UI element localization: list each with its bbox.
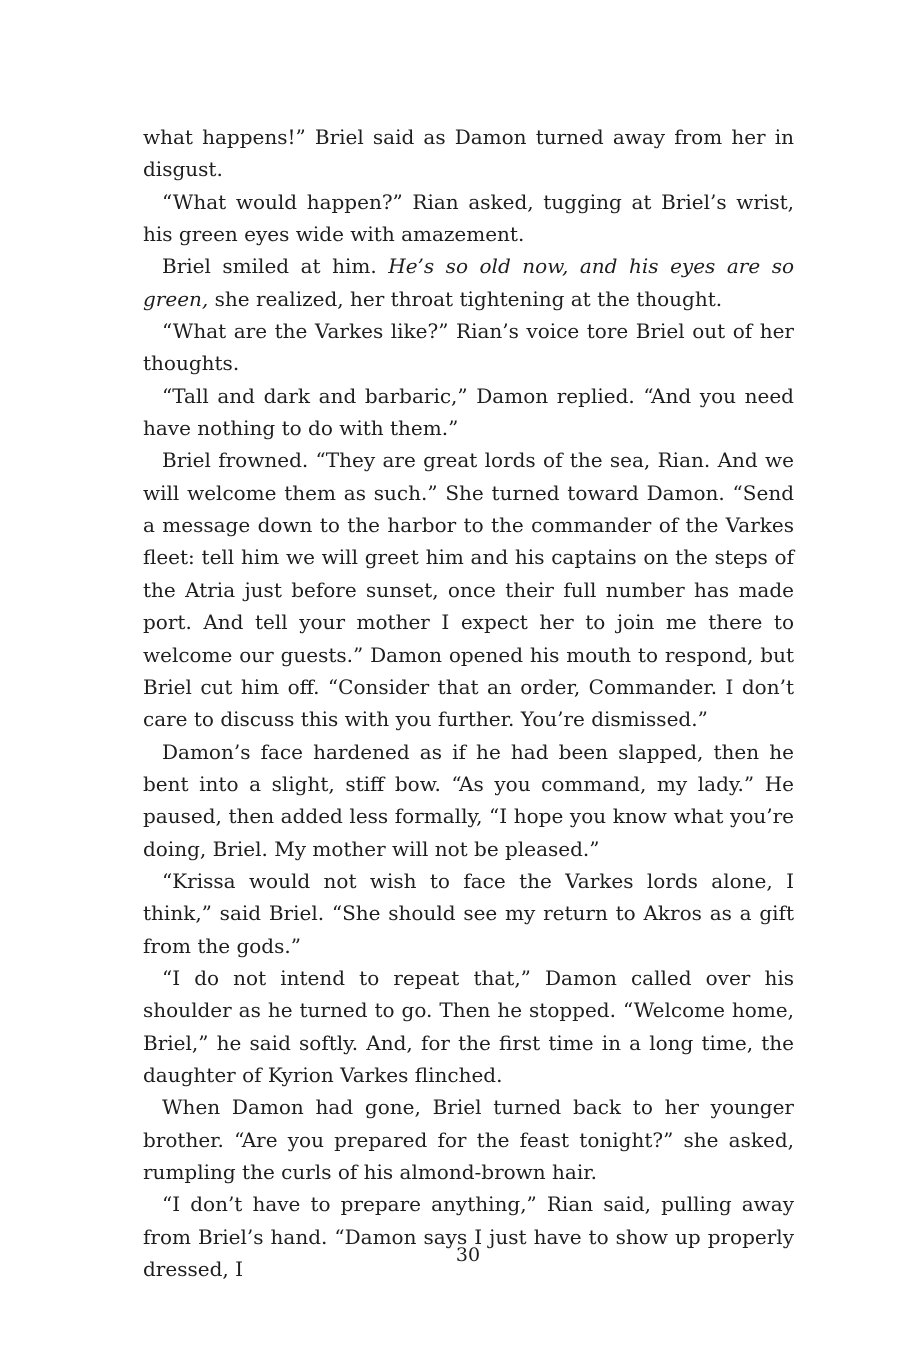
paragraph-text: When Damon had gone, Briel turned back to her younger brother. “Are you prepared for the feast tonight?” she asked, rumpling the curls of his almond-brown hair. <box>143 1095 794 1184</box>
paragraph <box>143 250 794 315</box>
body-text <box>143 121 794 1285</box>
paragraph <box>143 736 794 865</box>
paragraph-text: what happens!” Briel said as Damon turned away from her in disgust. <box>143 125 794 182</box>
paragraph-text: “I don’t have to prepare anything,” Rian said, pulling away from Briel’s hand. “Damon says I just have to show up properly dressed, I <box>143 1192 794 1282</box>
paragraph-text: “Tall and dark and barbaric,” Damon replied. “And you need have nothing to do with them.” <box>143 383 794 441</box>
paragraph <box>143 315 794 380</box>
paragraph <box>143 962 794 1091</box>
italic-text: He’s so old now, and his eyes are so green, <box>143 254 794 311</box>
paragraph-text: Briel frowned. “They are great lords of the sea, Rian. And we will welcome them as such.” She turned toward Damon. “Send a message down to the harbor to the commander of the Varkes fleet: tell him we will greet him and his captains on the steps of the Atria just before sunset, once their full number has made port. And tell your mother I expect her to join me there to welcome our guests.” Damon opened his mouth to respond, but Briel cut him off. “Consider that an order, Commander. I don’t care to discuss this with you further. You’re dismissed.” <box>143 448 794 732</box>
paragraph <box>143 1188 794 1285</box>
paragraph-text: “What are the Varkes like?” Rian’s voice tore Briel out of her thoughts. <box>143 319 794 376</box>
page-number: 30 <box>455 1244 481 1266</box>
paragraph-text: Damon’s face hardened as if he had been slapped, then he bent into a slight, stiff bow. “As you command, my lady.” He paused, then added less formally, “I hope you know what you’re doing, Briel. My mother will not be pleased.” <box>143 739 794 861</box>
paragraph-text: Briel smiled at him. <box>162 254 389 279</box>
paragraph-text: “Krissa would not wish to face the Varkes lords alone, I think,” said Briel. “She should see my return to Akros as a gift from the gods.” <box>143 868 794 958</box>
paragraph <box>143 444 794 735</box>
paragraph <box>143 380 794 445</box>
paragraph <box>143 186 794 251</box>
paragraph-text: she realized, her throat tightening at the thought. <box>208 286 723 311</box>
paragraph <box>143 865 794 962</box>
paragraph-text: “What would happen?” Rian asked, tugging at Briel’s wrist, his green eyes wide with amazement. <box>143 189 794 247</box>
paragraph <box>143 1091 794 1188</box>
paragraph <box>143 121 794 186</box>
paragraph-text: “I do not intend to repeat that,” Damon called over his shoulder as he turned to go. Then he stopped. “Welcome home, Briel,” he said softly. And, for the first time in a long time, the daughter of Kyrion Varkes flinched. <box>143 965 794 1087</box>
